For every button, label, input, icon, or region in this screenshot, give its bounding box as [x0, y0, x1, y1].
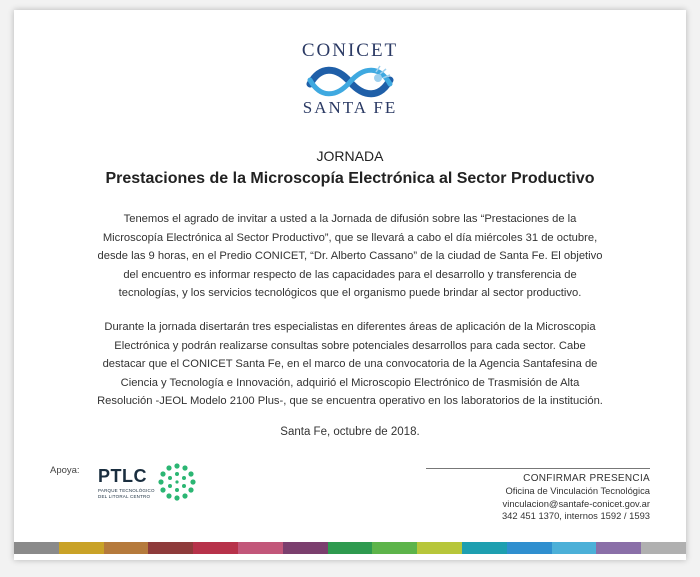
color-stripe-7: [283, 542, 328, 554]
ptlc-logo-text: PTLC: [98, 466, 147, 486]
color-stripe-4: [148, 542, 193, 554]
color-stripe-13: [552, 542, 597, 554]
ptlc-dots-icon: [157, 462, 197, 502]
color-stripe-14: [596, 542, 641, 554]
color-stripe-6: [238, 542, 283, 554]
conicet-logo-icon: [306, 64, 394, 100]
paragraph-details: Durante la jornada disertarán tres especialistas en diferentes áreas de aplicación de la Microscopia Electrónica y podrán realizarse consultas sobre potenciales desarrollos para cada sector. Cabe destacar que el CONICET Santa Fe, en el marco de una convocatoria de la Agencia Santafesina de Ciencia y Tecnología e Innovación, adquirió el Microscopio Electrónico de Trasmisión de Alta Resolución -JEOL Modelo 2100 Plus-, que se encuentra operativo en los laboratorios de la institución.: [97, 321, 603, 408]
signature-rule: [426, 468, 650, 469]
office-name: Oficina de Vinculación Tecnológica: [505, 485, 650, 497]
confirm-title: CONFIRMAR PRESENCIA: [523, 473, 650, 484]
event-title: Prestaciones de la Microscopía Electrónica al Sector Productivo: [105, 170, 595, 187]
invitation-card: [14, 10, 686, 560]
date-line: Santa Fe, octubre de 2018.: [280, 426, 420, 438]
color-stripe-10: [417, 542, 462, 554]
logo-conicet-text: CONICET: [301, 40, 399, 61]
color-stripe-11: [462, 542, 507, 554]
paragraph-invitation: Tenemos el agrado de invitar a usted a la Jornada de difusión sobre las “Prestaciones de la Microscopía Electrónica al Sector Productivo”, que se llevará a cabo el día miércoles 31 de octubre, desde las 9 horas, en el Predio CONICET, “Dr. Alberto Cassano” de la ciudad de Santa Fe. El objetivo del encuentro es informar respecto de las capacidades para el desarrollo y transferencia de tecnologías, y los servicios tecnológicos que el organismo puede brindar al sector productivo.: [97, 213, 603, 300]
event-label: JORNADA: [316, 148, 384, 164]
logo-santa-fe-text: SANTA FE: [302, 98, 398, 117]
color-stripe-12: [507, 542, 552, 554]
color-stripe-bar: [14, 542, 686, 554]
color-stripe-1: [14, 542, 59, 554]
color-stripe-8: [328, 542, 373, 554]
support-label: Apoya:: [50, 465, 80, 476]
ptlc-logo: [98, 466, 155, 499]
ptlc-logo-subtitle-2: DEL LITORAL CENTRO: [98, 494, 151, 499]
contact-phone: 342 451 1370, internos 1592 / 1593: [501, 510, 650, 522]
contact-email[interactable]: vinculacion@santafe-conicet.gov.ar: [502, 497, 650, 509]
ptlc-logo-subtitle-1: PARQUE TECNOLÓGICO: [98, 488, 155, 493]
contact-block: [502, 473, 650, 523]
color-stripe-9: [372, 542, 417, 554]
color-stripe-2: [59, 542, 104, 554]
color-stripe-5: [193, 542, 238, 554]
color-stripe-15: [641, 542, 686, 554]
color-stripe-3: [104, 542, 149, 554]
